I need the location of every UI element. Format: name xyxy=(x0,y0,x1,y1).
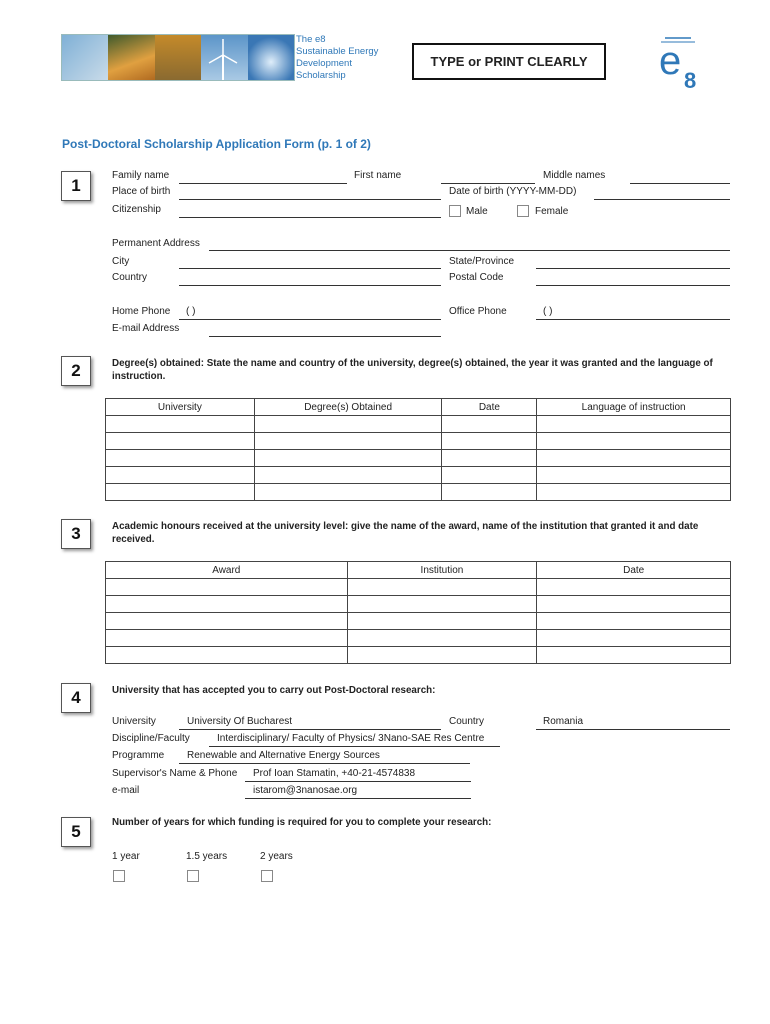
brand-text xyxy=(296,34,378,82)
checkbox-2-years[interactable] xyxy=(261,870,273,882)
table-cell[interactable] xyxy=(106,450,255,467)
postal-code-label: Postal Code xyxy=(449,272,504,283)
office-phone-parens: ( ) xyxy=(543,306,553,317)
table-row xyxy=(106,647,731,664)
table-cell[interactable] xyxy=(254,433,442,450)
table-cell[interactable] xyxy=(442,484,537,501)
checkbox-1-year[interactable] xyxy=(113,870,125,882)
section-number-3: 3 xyxy=(61,519,91,549)
programme-field-line xyxy=(179,763,470,764)
table-cell[interactable] xyxy=(106,596,348,613)
programme-label: Programme xyxy=(112,750,165,761)
table-row xyxy=(106,450,731,467)
brand-line: Sustainable Energy xyxy=(296,46,379,57)
option-label-1-5-years: 1.5 years xyxy=(186,851,228,862)
state-province-field[interactable] xyxy=(536,268,730,269)
banner-butterfly-panel xyxy=(108,35,154,80)
first-name-label: First name xyxy=(354,170,402,181)
section-number-2: 2 xyxy=(61,356,91,386)
middle-names-label: Middle names xyxy=(543,170,606,181)
email-field-line xyxy=(245,798,471,799)
banner-water-panel xyxy=(248,35,294,80)
place-of-birth-field[interactable] xyxy=(179,199,441,200)
email-address-label: E-mail Address xyxy=(112,323,180,334)
table-cell[interactable] xyxy=(106,647,348,664)
checkbox-1-5-years[interactable] xyxy=(187,870,199,882)
e8-logo-icon xyxy=(655,30,707,92)
section4-title: University that has accepted you to carry out Post-Doctoral research: xyxy=(112,685,436,696)
table-cell[interactable] xyxy=(442,433,537,450)
table-cell[interactable] xyxy=(347,596,537,613)
table-cell[interactable] xyxy=(537,484,731,501)
brand-line: Scholarship xyxy=(296,70,346,81)
date-of-birth-field[interactable] xyxy=(594,199,730,200)
supervisor-field-line xyxy=(245,781,471,782)
degrees-table xyxy=(105,398,731,501)
type-print-notice: TYPE or PRINT CLEARLY xyxy=(412,43,606,80)
table-cell[interactable] xyxy=(106,579,348,596)
table-cell[interactable] xyxy=(106,433,255,450)
place-of-birth-label: Place of birth xyxy=(112,186,171,197)
table-row xyxy=(106,467,731,484)
table-cell[interactable] xyxy=(442,416,537,433)
table-row xyxy=(106,579,731,596)
table-cell[interactable] xyxy=(254,450,442,467)
section-number-5: 5 xyxy=(61,817,91,847)
wind-turbine-icon xyxy=(201,35,247,80)
table-cell[interactable] xyxy=(347,647,537,664)
university-label: University xyxy=(112,716,156,727)
country-label: Country xyxy=(112,272,148,283)
table-cell[interactable] xyxy=(254,467,442,484)
supervisor-value[interactable]: Prof Ioan Stamatin, +40-21-4574838 xyxy=(253,768,416,779)
female-label: Female xyxy=(535,206,569,217)
email-value[interactable]: istarom@3nanosae.org xyxy=(253,785,358,796)
home-phone-label: Home Phone xyxy=(112,306,171,317)
honours-table xyxy=(105,561,731,664)
home-phone-parens: ( ) xyxy=(186,306,196,317)
male-checkbox[interactable] xyxy=(449,205,461,217)
country-label-s4: Country xyxy=(449,716,485,727)
banner-sky-panel xyxy=(62,35,108,80)
column-header: Date xyxy=(442,399,537,416)
table-cell[interactable] xyxy=(537,579,731,596)
table-cell[interactable] xyxy=(442,467,537,484)
permanent-address-label: Permanent Address xyxy=(112,238,200,249)
table-cell[interactable] xyxy=(537,433,731,450)
column-header: Date xyxy=(537,562,731,579)
section-number-4: 4 xyxy=(61,683,91,713)
brand-line: The e8 xyxy=(296,34,326,45)
table-cell[interactable] xyxy=(106,484,255,501)
column-header: Institution xyxy=(347,562,537,579)
table-cell[interactable] xyxy=(106,630,348,647)
section2-title: Degree(s) obtained: State the name and country of the university, degree(s) obtained, the year it was granted and the language of instruction. xyxy=(112,358,713,382)
table-cell[interactable] xyxy=(537,630,731,647)
date-of-birth-label: Date of birth (YYYY-MM-DD) xyxy=(449,186,577,197)
table-cell[interactable] xyxy=(347,579,537,596)
country-field-line xyxy=(536,729,730,730)
country-value[interactable]: Romania xyxy=(543,716,584,727)
table-cell[interactable] xyxy=(254,416,442,433)
table-cell[interactable] xyxy=(537,596,731,613)
table-cell[interactable] xyxy=(537,450,731,467)
female-checkbox[interactable] xyxy=(517,205,529,217)
table-row xyxy=(106,596,731,613)
supervisor-label: Supervisor's Name & Phone xyxy=(112,768,238,779)
table-cell[interactable] xyxy=(347,613,537,630)
option-label-1-year: 1 year xyxy=(112,851,140,862)
discipline-label: Discipline/Faculty xyxy=(112,733,190,744)
male-label: Male xyxy=(466,206,488,217)
section-number-1: 1 xyxy=(61,171,91,201)
citizenship-field[interactable] xyxy=(179,217,441,218)
first-name-field[interactable] xyxy=(441,183,535,184)
column-header: University xyxy=(106,399,255,416)
postal-code-field[interactable] xyxy=(536,285,730,286)
home-phone-field[interactable] xyxy=(179,319,441,320)
table-cell[interactable] xyxy=(442,450,537,467)
family-name-label: Family name xyxy=(112,170,170,181)
column-header: Award xyxy=(106,562,348,579)
state-province-label: State/Province xyxy=(449,256,515,267)
email-address-field[interactable] xyxy=(209,336,441,337)
table-cell[interactable] xyxy=(347,630,537,647)
university-field-line xyxy=(179,729,441,730)
discipline-value[interactable]: Interdisciplinary/ Faculty of Physics/ 3Nano-SAE Res Centre xyxy=(217,733,485,744)
table-cell[interactable] xyxy=(106,467,255,484)
table-row xyxy=(106,416,731,433)
table-row xyxy=(106,613,731,630)
svg-text:8: 8 xyxy=(684,68,697,92)
email-label-s4: e-mail xyxy=(112,785,140,796)
e8-logo xyxy=(655,30,707,92)
form-title: Post-Doctoral Scholarship Application Form (p. 1 of 2) xyxy=(62,137,371,151)
table-cell[interactable] xyxy=(537,416,731,433)
university-value[interactable]: University Of Bucharest xyxy=(187,716,293,727)
permanent-address-field[interactable] xyxy=(209,250,730,251)
banner-grain-panel xyxy=(155,35,201,80)
middle-names-field[interactable] xyxy=(630,183,730,184)
brand-line: Development xyxy=(296,58,352,69)
table-cell[interactable] xyxy=(537,647,731,664)
city-field[interactable] xyxy=(179,268,441,269)
column-header: Language of instruction xyxy=(537,399,731,416)
banner-wind-panel xyxy=(201,35,247,80)
table-row xyxy=(106,433,731,450)
office-phone-field[interactable] xyxy=(536,319,730,320)
table-header-row xyxy=(106,562,731,579)
table-cell[interactable] xyxy=(254,484,442,501)
table-cell[interactable] xyxy=(106,416,255,433)
table-cell[interactable] xyxy=(537,467,731,484)
table-header-row xyxy=(106,399,731,416)
discipline-field-line xyxy=(209,746,500,747)
table-row xyxy=(106,484,731,501)
family-name-field[interactable] xyxy=(179,183,347,184)
table-row xyxy=(106,630,731,647)
column-header: Degree(s) Obtained xyxy=(254,399,442,416)
svg-text:e: e xyxy=(659,39,682,83)
option-label-2-years: 2 years xyxy=(260,851,293,862)
section3-title: Academic honours received at the university level: give the name of the award, name of the institution that granted it and date received. xyxy=(112,521,699,545)
section5-title: Number of years for which funding is required for you to complete your research: xyxy=(112,817,492,828)
city-label: City xyxy=(112,256,130,267)
header-banner-image xyxy=(61,34,295,81)
table-cell[interactable] xyxy=(106,613,348,630)
office-phone-label: Office Phone xyxy=(449,306,507,317)
country-field[interactable] xyxy=(179,285,441,286)
programme-value[interactable]: Renewable and Alternative Energy Sources xyxy=(187,750,380,761)
citizenship-label: Citizenship xyxy=(112,204,161,215)
table-cell[interactable] xyxy=(537,613,731,630)
